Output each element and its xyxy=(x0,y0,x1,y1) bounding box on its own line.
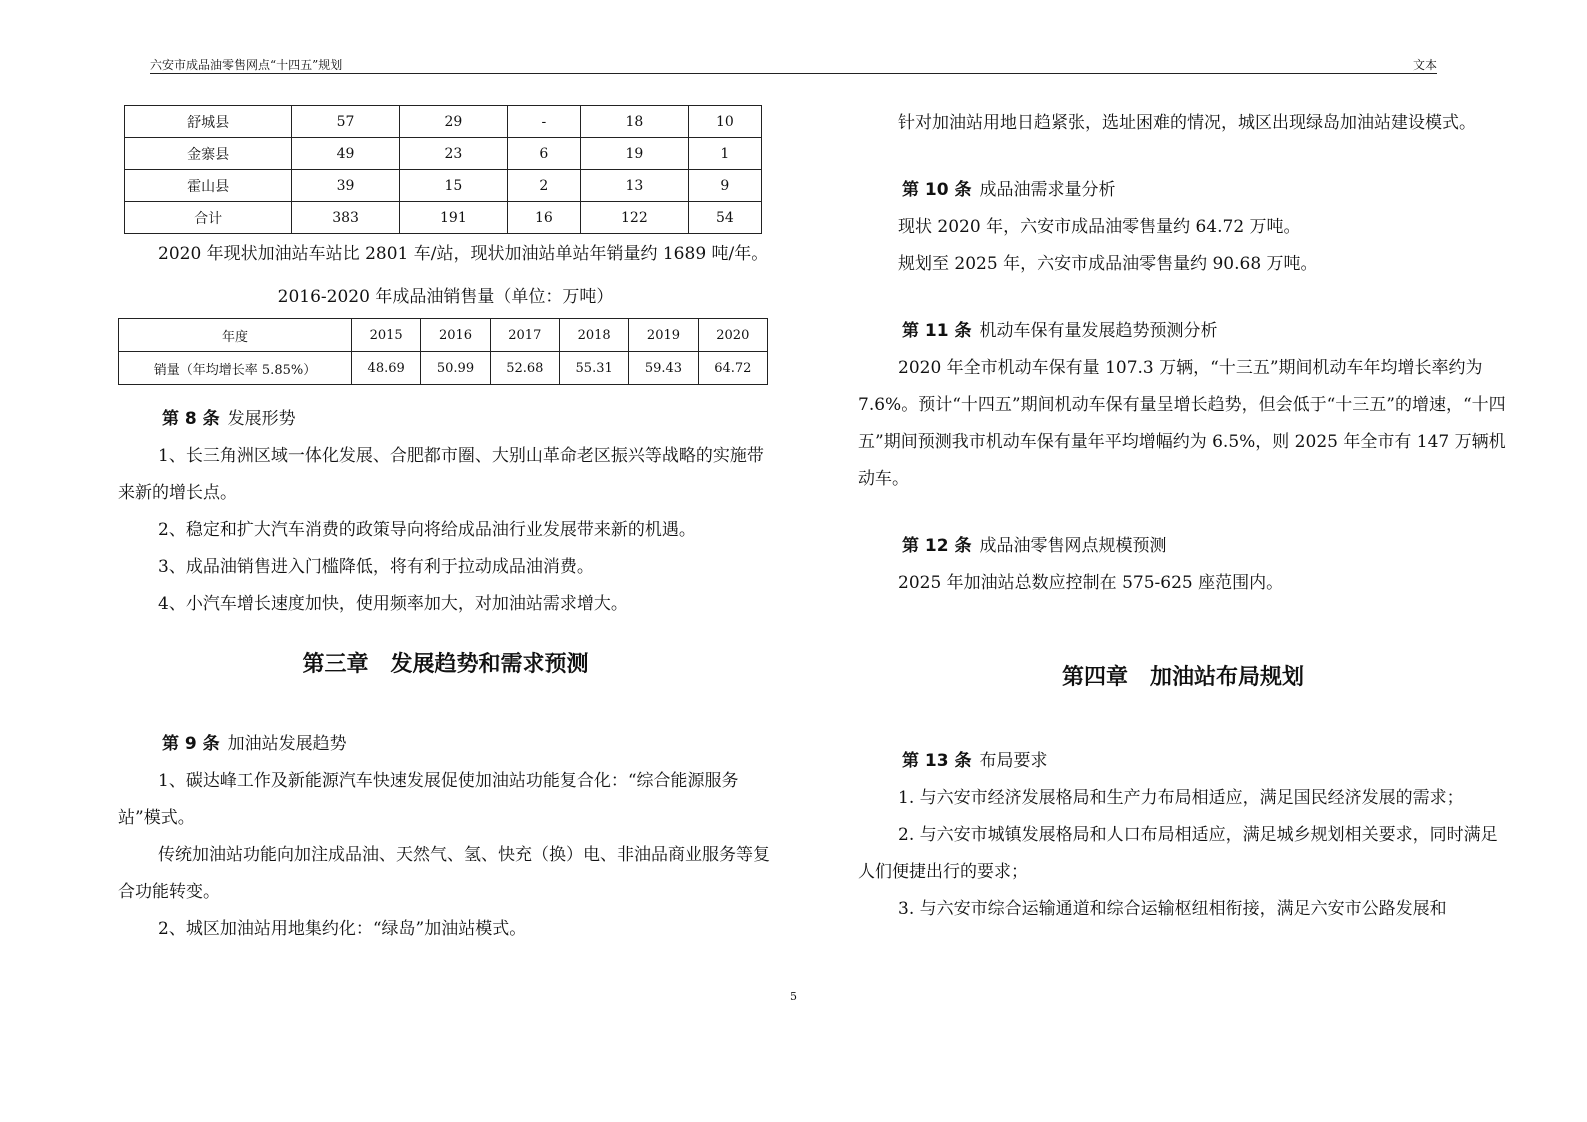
value-cell: 13 xyxy=(580,170,688,202)
year-cell: 2016 xyxy=(421,319,490,352)
year-cell: 2015 xyxy=(352,319,421,352)
value-cell: 383 xyxy=(292,202,400,234)
article-8-item-1: 1、长三角洲区域一体化发展、合肥都市圈、大别山革命老区振兴等战略的实施带来新的增长点。 xyxy=(118,446,764,503)
table-row xyxy=(125,202,762,234)
article-number: 第 10 条 xyxy=(902,180,972,200)
header-divider xyxy=(150,73,1437,74)
value-cell: 6 xyxy=(507,138,580,170)
chapter-3-heading: 第三章 发展趋势和需求预测 xyxy=(302,652,589,677)
article-9-heading xyxy=(118,726,773,763)
article-9-item-1: 1、碳达峰工作及新能源汽车快速发展促使加油站功能复合化：“综合能源服务站”模式。 xyxy=(118,771,739,828)
sales-value-cell: 55.31 xyxy=(559,352,628,385)
article-12-heading xyxy=(858,528,1508,565)
page-number: 5 xyxy=(790,990,797,1003)
value-cell: 15 xyxy=(399,170,507,202)
value-cell: 1 xyxy=(688,138,761,170)
article-number: 第 9 条 xyxy=(162,734,220,754)
stations-table xyxy=(124,105,762,234)
county-cell: 合计 xyxy=(125,202,292,234)
article-number: 第 12 条 xyxy=(902,536,972,556)
sales-label-cell: 销量（年均增长率 5.85%） xyxy=(119,352,352,385)
article-title: 加油站发展趋势 xyxy=(227,734,347,754)
value-cell: 57 xyxy=(292,106,400,138)
value-cell: 49 xyxy=(292,138,400,170)
value-cell: 10 xyxy=(688,106,761,138)
article-13-heading xyxy=(858,743,1508,780)
header-title: 六安市成品油零售网点“十四五”规划 xyxy=(150,58,343,72)
value-cell: 39 xyxy=(292,170,400,202)
value-cell: 29 xyxy=(399,106,507,138)
article-number: 第 11 条 xyxy=(902,321,972,341)
article-number: 第 13 条 xyxy=(902,751,972,771)
year-cell: 2020 xyxy=(698,319,767,352)
article-title: 成品油需求量分析 xyxy=(979,180,1116,200)
value-cell: 18 xyxy=(580,106,688,138)
article-11-heading xyxy=(858,313,1508,350)
year-cell: 2018 xyxy=(559,319,628,352)
year-cell: 2019 xyxy=(629,319,698,352)
article-13-item-2: 2. 与六安市城镇发展格局和人口布局相适应，满足城乡规划相关要求，同时满足人们便捷出行的要求； xyxy=(858,825,1498,882)
article-13-item-1: 1. 与六安市经济发展格局和生产力布局相适应，满足国民经济发展的需求； xyxy=(898,788,1464,808)
station-ratio-paragraph: 2020 年现状加油站车站比 2801 车/站，现状加油站单站年销量约 1689 吨/年。 xyxy=(158,244,769,264)
year-cell: 2017 xyxy=(490,319,559,352)
value-cell: 23 xyxy=(399,138,507,170)
article-10-heading xyxy=(858,172,1508,209)
article-9-item-2: 传统加油站功能向加注成品油、天然气、氢、快充（换）电、非油品商业服务等复合功能转变。 xyxy=(118,845,770,902)
article-title: 成品油零售网点规模预测 xyxy=(979,536,1167,556)
sales-table xyxy=(118,318,768,385)
value-cell: 9 xyxy=(688,170,761,202)
green-island-paragraph: 针对加油站用地日趋紧张，选址困难的情况，城区出现绿岛加油站建设模式。 xyxy=(898,113,1476,133)
table-row xyxy=(119,319,768,352)
article-8-item-4: 4、小汽车增长速度加快，使用频率加大，对加油站需求增大。 xyxy=(158,594,628,614)
left-column xyxy=(118,105,773,948)
value-cell: - xyxy=(507,106,580,138)
article-11-text: 2020 年全市机动车保有量 107.3 万辆，“十三五”期间机动车年均增长率约为 7.6%。预计“十四五”期间机动车保有量呈增长趋势，但会低于“十三五”的增速，“十四五”期间预测我市机动车保有量年平均增幅约为 6.5%，则 2025 年全市有 147 万辆机动车。 xyxy=(858,358,1506,489)
article-title: 发展形势 xyxy=(227,409,296,429)
value-cell: 122 xyxy=(580,202,688,234)
sales-value-cell: 48.69 xyxy=(352,352,421,385)
value-cell: 2 xyxy=(507,170,580,202)
sales-table-caption: 2016-2020 年成品油销售量（单位：万吨） xyxy=(277,287,614,307)
article-number: 第 8 条 xyxy=(162,409,220,429)
header-doc-type: 文本 xyxy=(1412,58,1437,72)
sales-value-cell: 59.43 xyxy=(629,352,698,385)
sales-value-cell: 64.72 xyxy=(698,352,767,385)
sales-value-cell: 52.68 xyxy=(490,352,559,385)
county-cell: 金寨县 xyxy=(125,138,292,170)
value-cell: 54 xyxy=(688,202,761,234)
article-8-heading xyxy=(118,401,773,438)
article-9-item-3: 2、城区加油站用地集约化：“绿岛”加油站模式。 xyxy=(158,919,527,939)
value-cell: 16 xyxy=(507,202,580,234)
article-8-item-2: 2、稳定和扩大汽车消费的政策导向将给成品油行业发展带来新的机遇。 xyxy=(158,520,696,540)
table-row xyxy=(119,352,768,385)
county-cell: 舒城县 xyxy=(125,106,292,138)
value-cell: 191 xyxy=(399,202,507,234)
article-13-item-3: 3. 与六安市综合运输通道和综合运输枢纽相衔接，满足六安市公路发展和 xyxy=(898,899,1447,919)
table-row xyxy=(125,106,762,138)
chapter-4-heading: 第四章 加油站布局规划 xyxy=(1061,665,1304,690)
table-row xyxy=(125,138,762,170)
article-10-item-1: 现状 2020 年，六安市成品油零售量约 64.72 万吨。 xyxy=(898,217,1301,237)
article-8-item-3: 3、成品油销售进入门槛降低，将有利于拉动成品油消费。 xyxy=(158,557,594,577)
table-row xyxy=(125,170,762,202)
article-title: 布局要求 xyxy=(979,751,1048,771)
sales-value-cell: 50.99 xyxy=(421,352,490,385)
article-title: 机动车保有量发展趋势预测分析 xyxy=(979,321,1218,341)
value-cell: 19 xyxy=(580,138,688,170)
article-12-text: 2025 年加油站总数应控制在 575-625 座范围内。 xyxy=(898,573,1284,593)
right-column xyxy=(858,105,1508,928)
article-10-item-2: 规划至 2025 年，六安市成品油零售量约 90.68 万吨。 xyxy=(898,254,1318,274)
county-cell: 霍山县 xyxy=(125,170,292,202)
year-label-cell: 年度 xyxy=(119,319,352,352)
